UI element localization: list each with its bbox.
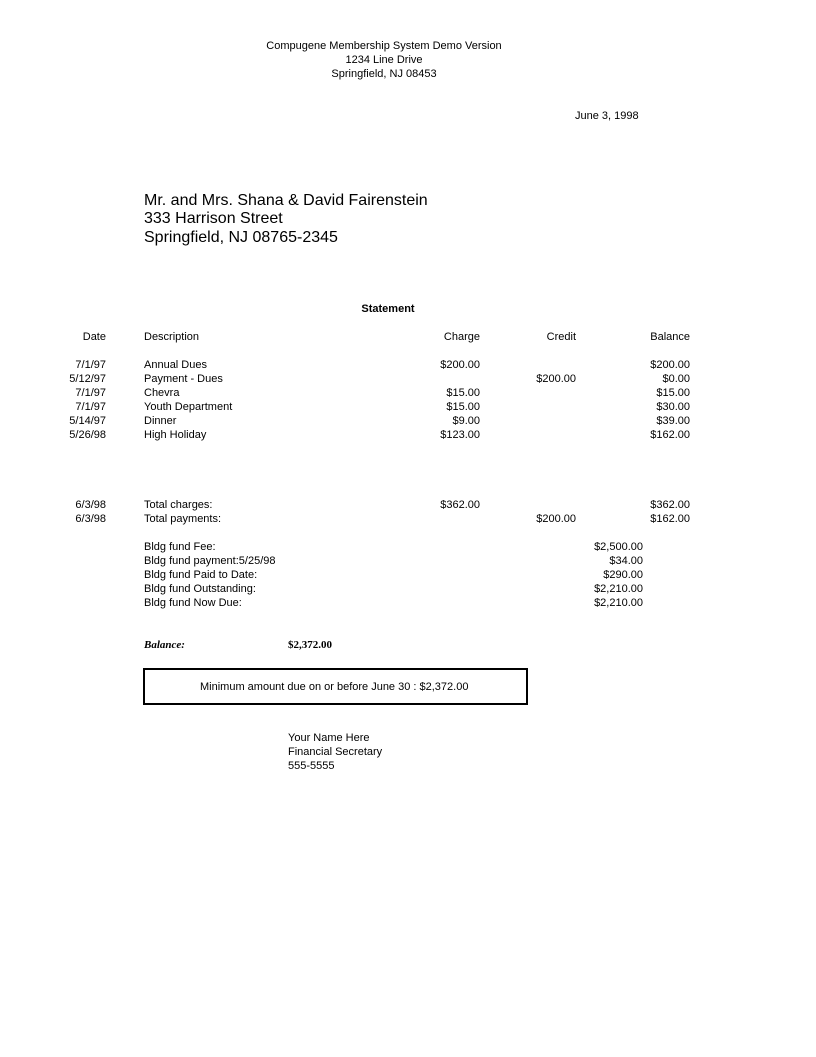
fund-label: Bldg fund Now Due: <box>144 597 242 609</box>
row-charge: $15.00 <box>446 401 480 413</box>
row-balance: $0.00 <box>662 373 690 385</box>
row-balance: $162.00 <box>650 429 690 441</box>
row-credit: $200.00 <box>536 373 576 385</box>
fund-label: Bldg fund Fee: <box>144 541 216 553</box>
row-date: 5/12/97 <box>69 373 106 385</box>
row-date: 7/1/97 <box>75 401 106 413</box>
row-date: 5/26/98 <box>69 429 106 441</box>
org-name: Compugene Membership System Demo Version <box>266 40 502 52</box>
row-balance: $200.00 <box>650 359 690 371</box>
fund-label: Bldg fund Outstanding: <box>144 583 256 595</box>
balance-value: $2,372.00 <box>288 639 332 651</box>
signature-title: Financial Secretary <box>288 746 383 758</box>
recipient-city: Springfield, NJ 08765-2345 <box>144 229 338 246</box>
minimum-due-box <box>143 668 528 705</box>
total-charge: $362.00 <box>440 499 480 511</box>
row-description: Dinner <box>144 415 177 427</box>
recipient-street: 333 Harrison Street <box>144 210 283 227</box>
row-charge: $123.00 <box>440 429 480 441</box>
fund-value: $2,210.00 <box>594 597 643 609</box>
header-charge: Charge <box>443 331 480 343</box>
recipient-name: Mr. and Mrs. Shana & David Fairenstein <box>144 192 428 209</box>
total-balance: $362.00 <box>650 499 690 511</box>
row-date: 7/1/97 <box>75 359 106 371</box>
row-description: Chevra <box>144 387 180 399</box>
row-date: 5/14/97 <box>69 415 106 427</box>
statement-title: Statement <box>361 303 415 315</box>
row-charge: $15.00 <box>446 387 480 399</box>
statement-date: June 3, 1998 <box>575 110 639 122</box>
minimum-due-text: Minimum amount due on or before June 30 : $2,372.00 <box>200 681 469 693</box>
header-date: Date <box>82 331 106 343</box>
row-balance: $30.00 <box>656 401 690 413</box>
row-charge: $200.00 <box>440 359 480 371</box>
total-label: Total charges: <box>144 499 213 511</box>
total-date: 6/3/98 <box>75 499 106 511</box>
org-city: Springfield, NJ 08453 <box>331 68 437 80</box>
row-charge: $9.00 <box>452 415 480 427</box>
fund-value: $2,500.00 <box>594 541 643 553</box>
fund-label: Bldg fund payment:5/25/98 <box>144 555 276 567</box>
fund-value: $290.00 <box>603 569 643 581</box>
row-date: 7/1/97 <box>75 387 106 399</box>
fund-value: $34.00 <box>609 555 643 567</box>
header-credit: Credit <box>546 331 576 343</box>
row-description: Youth Department <box>144 401 233 413</box>
signature-phone: 555-5555 <box>288 760 335 772</box>
row-description: High Holiday <box>144 429 207 441</box>
header-balance: Balance <box>650 331 690 343</box>
fund-value: $2,210.00 <box>594 583 643 595</box>
row-description: Annual Dues <box>144 359 207 371</box>
org-street: 1234 Line Drive <box>345 54 423 66</box>
total-date: 6/3/98 <box>75 513 106 525</box>
row-balance: $39.00 <box>656 415 690 427</box>
total-credit: $200.00 <box>536 513 576 525</box>
row-balance: $15.00 <box>656 387 690 399</box>
total-label: Total payments: <box>144 513 222 525</box>
row-description: Payment - Dues <box>144 373 223 385</box>
signature-name: Your Name Here <box>288 732 370 744</box>
balance-label: Balance: <box>144 639 185 651</box>
header-description: Description <box>144 331 200 343</box>
total-balance: $162.00 <box>650 513 690 525</box>
fund-label: Bldg fund Paid to Date: <box>144 569 258 581</box>
